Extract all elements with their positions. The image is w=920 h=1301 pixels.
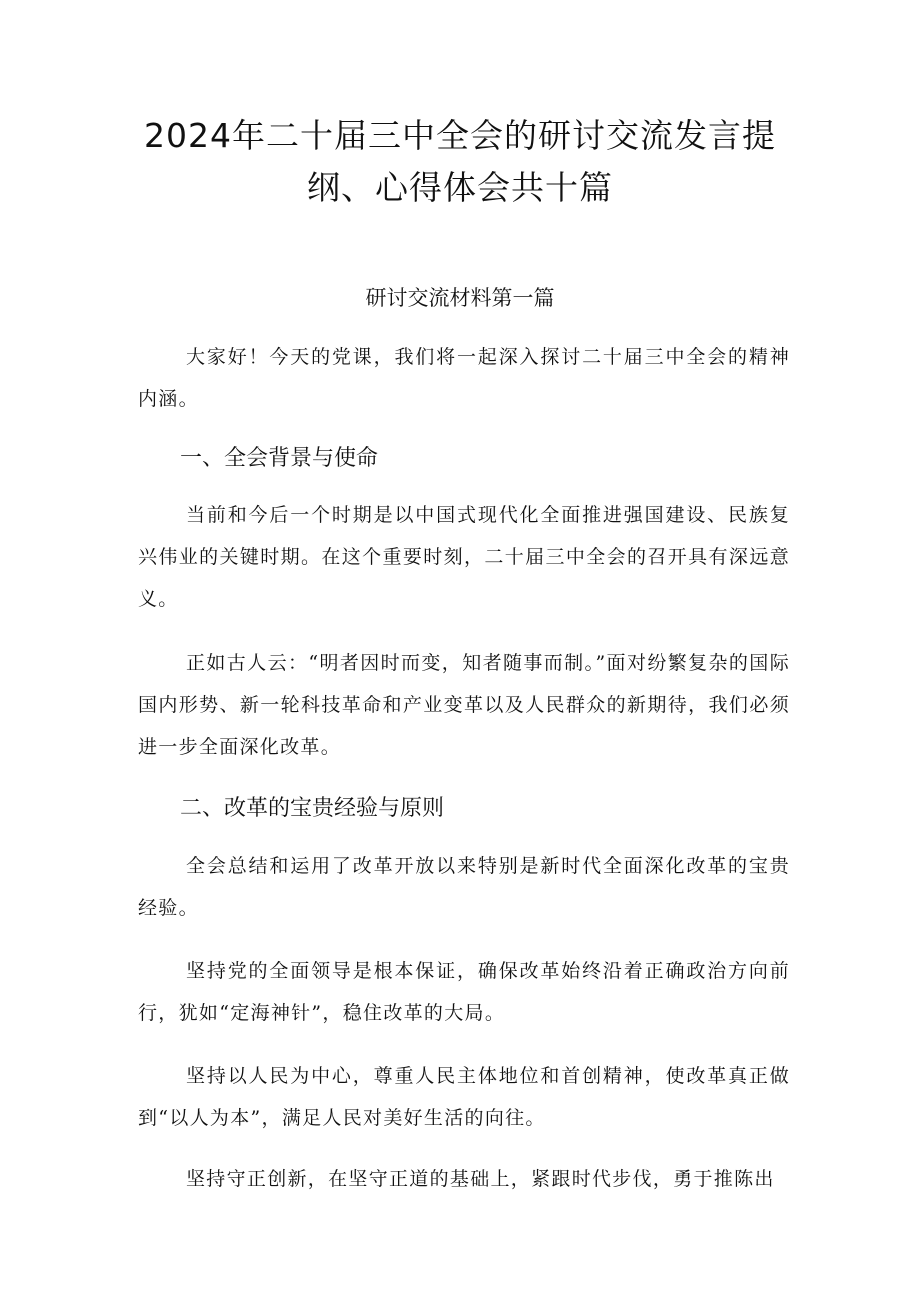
paragraph-greeting: 大家好！今天的党课，我们将一起深入探讨二十届三中全会的精神内涵。 [138, 346, 790, 410]
heading-reform-experience: 二、改革的宝贵经验与原则 [180, 796, 445, 821]
paragraph-summary-experience: 全会总结和运用了改革开放以来特别是新时代全面深化改革的宝贵经验。 [138, 855, 790, 919]
paragraph-critical-period: 当前和今后一个时期是以中国式现代化全面推进强国建设、民族复兴伟业的关键时期。在这个重要时刻，二十届三中全会的召开具有深远意义。 [138, 504, 790, 610]
paragraph-innovation: 坚持守正创新，在坚守正道的基础上，紧跟时代步伐，勇于推陈出 [186, 1168, 775, 1190]
document-title: 2024年二十届三中全会的研讨交流发言提纲、心得体会共十篇 [144, 116, 776, 207]
paragraph-ancient-saying: 正如古人云：“明者因时而变，知者随事而制。”面对纷繁复杂的国际国内形势、新一轮科技革命和产业变革以及人民群众的新期待，我们必须进一步全面深化改革。 [138, 652, 790, 758]
heading-background-mission: 一、全会背景与使命 [180, 446, 379, 471]
section-title: 研讨交流材料第一篇 [365, 286, 555, 310]
paragraph-people-centered: 坚持以人民为中心，尊重人民主体地位和首创精神，使改革真正做到“以人为本”，满足人民对美好生活的向往。 [138, 1065, 790, 1129]
paragraph-party-leadership: 坚持党的全面领导是根本保证，确保改革始终沿着正确政治方向前行，犹如“定海神针”，稳住改革的大局。 [138, 960, 790, 1024]
